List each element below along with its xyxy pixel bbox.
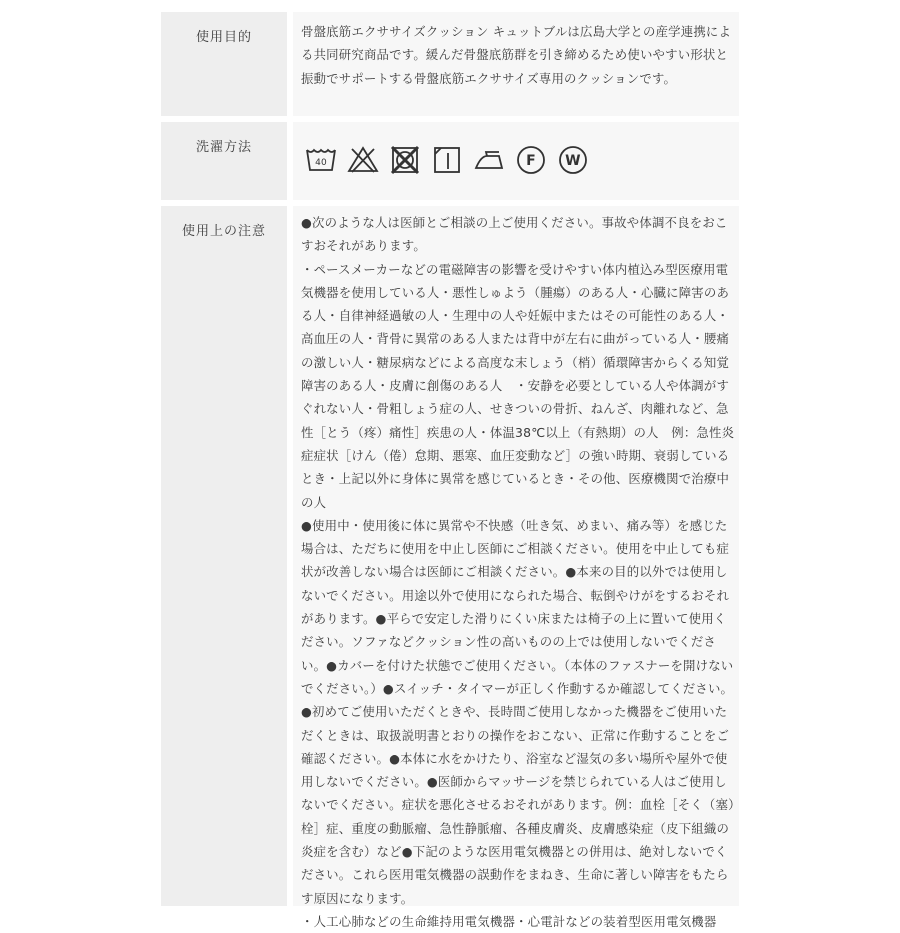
wash-40-icon: [305, 144, 337, 176]
no-bleach-icon: [347, 144, 379, 176]
dry-clean-f-icon: [515, 144, 547, 176]
caution-label: 使用上の注意: [161, 206, 287, 906]
washing-label: 洗濯方法: [161, 122, 287, 200]
caution-paragraph: ・人工心肺などの生命維持用電気機器・心電計などの装着型医用電気機器: [301, 913, 717, 929]
caution-paragraph: ・ペースメーカーなどの電磁障害の影響を受けやすい体内植込み型医療用電気機器を使用している人・悪性しゅよう（腫瘍）のある人・心臓に障害のある人・自律神経過敏の人・生理中の人や妊娠中またはその可能性のある人・高血圧の人・背骨に異常のある人または背中が左右に曲がっている人・腰痛の激しい人・糖尿病などによる高度な末しょう（梢）循環障害からくる知覚障害のある人・皮膚に創傷のある人 ・安静を必要としている人や体調がすぐれない人・骨粗しょう症の人、せきついの骨折、ねんざ、肉離れなど、急性［とう（疼）痛性］疾患の人・体温38℃以上（有熱期）の人 例：急性炎症症状［けん（倦）怠期、悪寒、血圧変動など］の強い時期、衰弱しているとき・上記以外に身体に異常を感じているとき・その他、医療機関で治療中の人: [301, 261, 735, 510]
wash-40-text: 40: [315, 158, 327, 168]
caution-row: [161, 200, 739, 929]
no-tumble-dry-icon: [389, 144, 421, 176]
purpose-text: 骨盤底筋エクササイズクッション キュットブルは広島大学との産学連携による共同研究商品です。緩んだ骨盤底筋群を引き締めるため使いやすい形状と振動でサポートする骨盤底筋エクササイズ専用のクッションです。: [293, 12, 739, 116]
dry-clean-f-text: F: [526, 153, 536, 169]
caution-paragraph: ●次のような人は医師とご相談の上ご使用ください。事故や体調不良をおこすおそれがあります。: [301, 215, 728, 254]
product-spec-table: [161, 12, 739, 929]
iron-low-icon: [473, 144, 505, 176]
caution-text: [293, 206, 739, 929]
wet-clean-w-icon: [557, 144, 589, 176]
purpose-row: [161, 12, 739, 116]
washing-row: [161, 116, 739, 200]
caution-paragraph: ●使用中・使用後に体に異常や不快感（吐き気、めまい、痛み等）を感じた場合は、ただちに使用を中止し医師にご相談ください。使用を中止しても症状が改善しない場合は医師にご相談ください。●本来の目的以外では使用しないでください。用途以外で使用になられた場合、転倒やけがをするおそれがあります。●平らで安定した滑りにくい床または椅子の上に置いて使用ください。ソファなどクッション性の高いものの上では使用しないでください。●カバーを付けた状態でご使用ください。（本体のファスナーを開けないでください。）●スイッチ・タイマーが正しく作動するか確認してください。●初めてご使用いただくときや、長時間ご使用しなかった機器をご使用いただくときは、取扱説明書とおりの操作をおこない、正常に作動することをご確認ください。●本体に水をかけたり、浴室など湿気の多い場所や屋外で使用しないでください。●医師からマッサージを禁じられている人はご使用しないでください。症状を悪化させるおそれがあります。例：血栓［そく（塞）栓］症、重度の動脈瘤、急性静脈瘤、各種皮膚炎、皮膚感染症（皮下組織の炎症を含む）など●下記のような医用電気機器との併用は、絶対しないでください。これら医用電気機器の誤動作をまねき、生命に著しい障害をもたらす原因になります。: [301, 517, 735, 906]
washing-symbols: [293, 122, 739, 200]
purpose-label: 使用目的: [161, 12, 287, 116]
wet-clean-w-text: W: [565, 153, 581, 169]
drip-dry-shade-icon: [431, 144, 463, 176]
